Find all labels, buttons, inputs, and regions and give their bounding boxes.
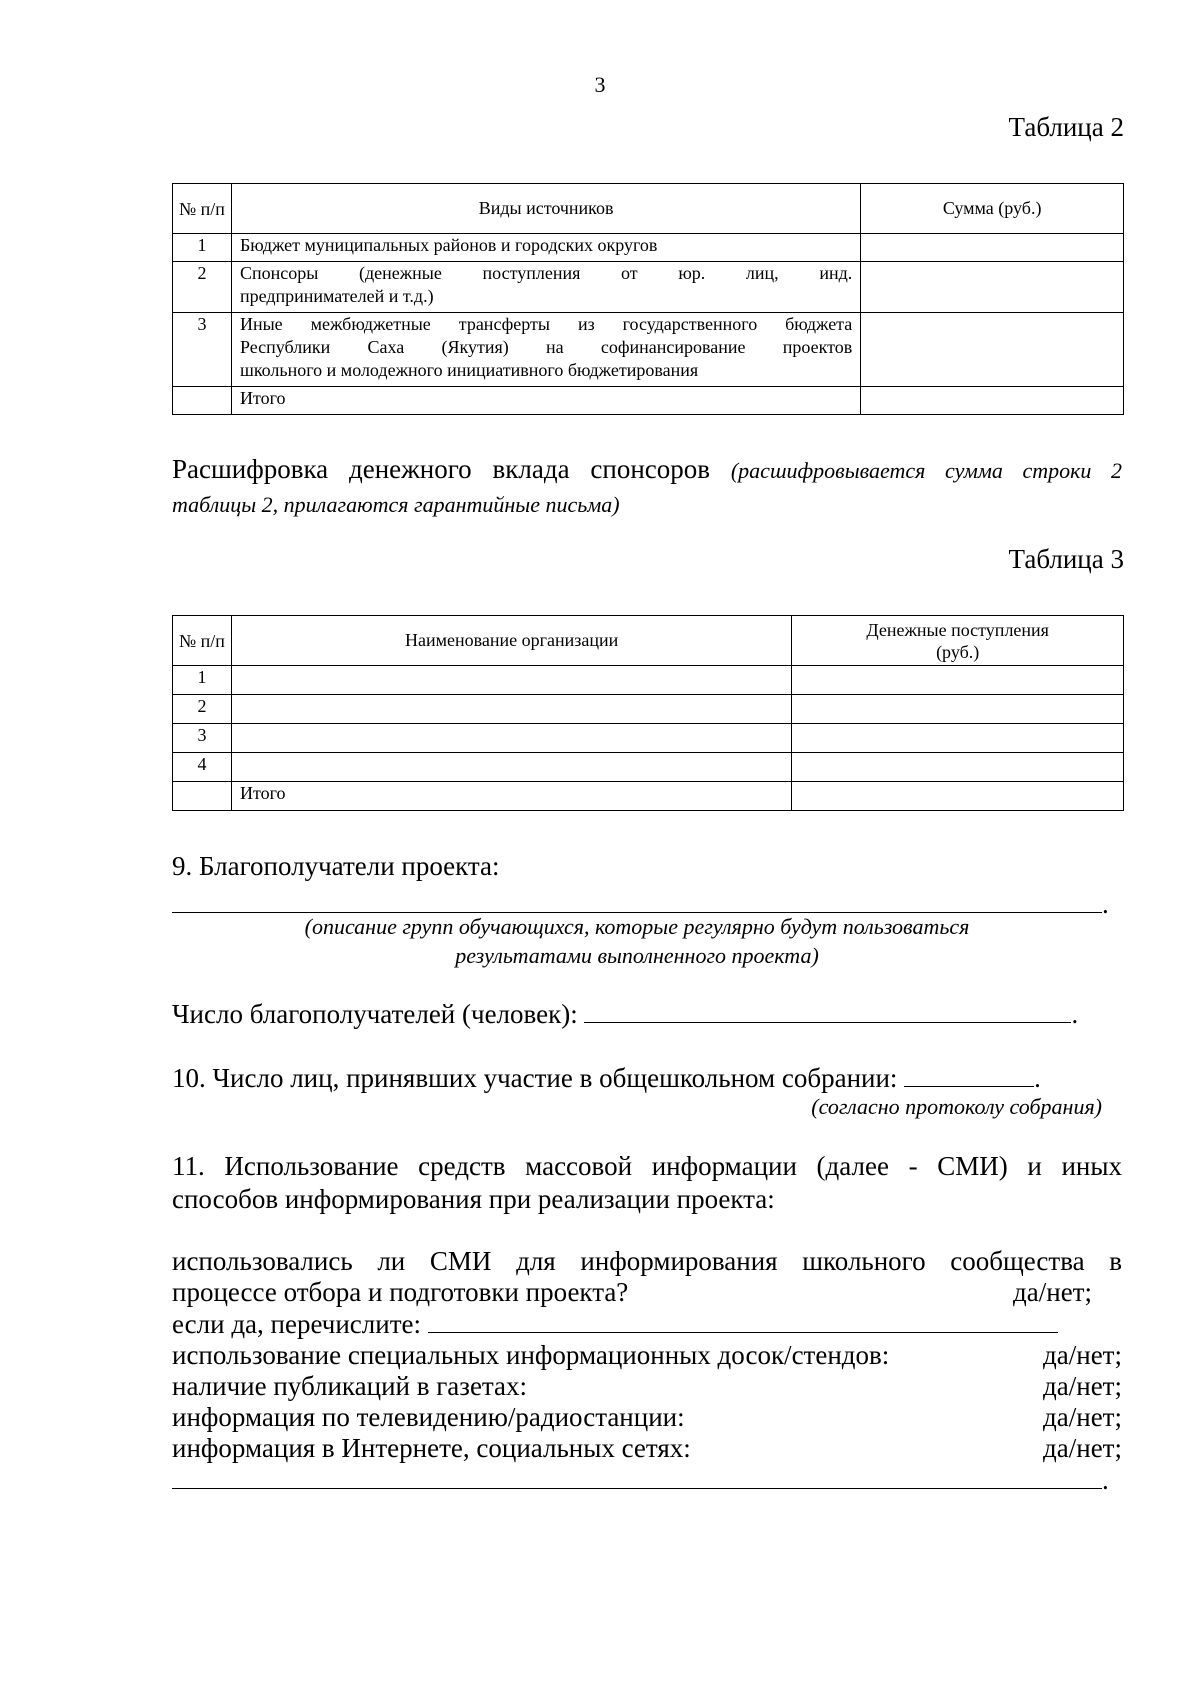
money-cell: [792, 753, 1124, 782]
table3-header-num: № п/п: [173, 616, 232, 666]
table2-header-source: Виды источников: [231, 184, 860, 234]
list-item: [172, 1371, 1122, 1402]
money-header-line: Денежные поступления: [866, 619, 1049, 640]
money-cell: [792, 695, 1124, 724]
sum-cell: [861, 313, 1124, 387]
section11-title: [172, 1150, 1122, 1216]
section10-label: 10. Число лиц, принявших участие в общешкольном собрании:: [172, 1063, 898, 1093]
table3-header-row: [173, 616, 1124, 666]
money-cell: [792, 724, 1124, 753]
final-answer-line: [172, 1464, 1122, 1496]
table3: [172, 615, 1124, 811]
sponsors-heading: Расшифровка денежного вклада спонсоров: [172, 454, 711, 484]
org-cell: [231, 695, 791, 724]
sum-cell: [861, 387, 1124, 415]
section10: [172, 1060, 1122, 1095]
row-number: 3: [173, 724, 232, 753]
hint-line: (описание групп обучающихся, которые регулярно будут пользоваться: [304, 914, 970, 939]
table-row: [173, 234, 1124, 262]
table-row: [173, 313, 1124, 387]
yes-no-answer: да/нет;: [1043, 1402, 1122, 1432]
table-row: [173, 387, 1124, 415]
row-total-label: Итого: [231, 782, 791, 811]
row-text: [231, 262, 860, 313]
final-blank: [172, 1464, 1102, 1489]
hint-line: результатами выполненного проекта): [455, 943, 819, 968]
row-text-line: предпринимателей и т.д.): [239, 286, 434, 306]
row-number: 4: [173, 753, 232, 782]
row-text: Бюджет муниципальных районов и городских округов: [231, 234, 860, 262]
list-item: [172, 1402, 1122, 1433]
yes-no-answer: да/нет;: [1043, 1433, 1122, 1463]
yes-no-answer: да/нет;: [1013, 1277, 1092, 1307]
if-yes-line: [172, 1308, 1122, 1340]
table3-header-org: Наименование организации: [231, 616, 791, 666]
table-row: [173, 753, 1124, 782]
section9-hint: [172, 912, 1102, 970]
question-line: использовались ли СМИ для информирования школьного сообщества в: [172, 1246, 1122, 1276]
table-row: [173, 782, 1124, 811]
table-row: [173, 724, 1124, 753]
row-total-label: Итого: [231, 387, 860, 415]
list-item: [172, 1340, 1122, 1371]
row-number: 1: [173, 666, 232, 695]
item-label: информация в Интернете, социальных сетях:: [172, 1433, 691, 1463]
table2-header-sum: Сумма (руб.): [861, 184, 1124, 234]
row-number: 1: [173, 234, 232, 262]
section11-title-line: способов информирования при реализации проекта:: [172, 1184, 775, 1214]
sum-cell: [861, 262, 1124, 313]
participants-blank: [904, 1060, 1034, 1087]
table2-header-num: № п/п: [173, 184, 232, 234]
question-text: процессе отбора и подготовки проекта?: [172, 1277, 629, 1307]
period: .: [1034, 1063, 1041, 1093]
yes-no-answer: да/нет;: [1043, 1371, 1122, 1401]
question-line: [172, 1277, 1092, 1308]
row-number: 2: [173, 695, 232, 724]
money-header-line: (руб.): [936, 641, 980, 662]
item-label: наличие публикаций в газетах:: [172, 1371, 528, 1401]
list-item: [172, 1433, 1122, 1464]
sum-cell: [861, 234, 1124, 262]
money-cell: [792, 666, 1124, 695]
row-text-line: Республики Саха (Якутия) на софинансирование проектов: [239, 337, 853, 357]
table2: [172, 183, 1124, 415]
if-yes-blank: [428, 1308, 1058, 1333]
beneficiaries-blank: [172, 886, 1102, 913]
section11-title-line: 11. Использование средств массовой информации (далее - СМИ) и иных: [172, 1151, 1122, 1181]
table-row: [173, 262, 1124, 313]
row-text-line: Иные межбюджетные трансферты из государственного бюджета: [239, 314, 853, 334]
yes-no-answer: да/нет;: [1043, 1340, 1122, 1370]
row-text: [231, 313, 860, 387]
period: .: [1071, 999, 1079, 1029]
org-cell: [231, 724, 791, 753]
beneficiaries-count-label: Число благополучателей (человек):: [172, 999, 578, 1029]
table-row: [173, 666, 1124, 695]
table2-caption: Таблица 2: [1008, 112, 1124, 142]
table2-header-row: [173, 184, 1124, 234]
section11-questions: [172, 1246, 1122, 1496]
period: .: [1102, 889, 1109, 919]
org-cell: [231, 666, 791, 695]
row-number: 3: [173, 313, 232, 387]
table3-caption: Таблица 3: [1008, 544, 1124, 574]
table-row: [173, 695, 1124, 724]
row-number: [173, 782, 232, 811]
period: .: [1102, 1465, 1109, 1495]
sponsors-note-line2: таблицы 2, прилагаются гарантийные письма): [172, 492, 620, 517]
item-label: информация по телевидению/радиостанции:: [172, 1402, 685, 1432]
item-label: использование специальных информационных досок/стендов:: [172, 1340, 890, 1370]
page-number: 3: [594, 72, 606, 97]
beneficiaries-count-blank: [584, 996, 1071, 1023]
money-cell: [792, 782, 1124, 811]
section9-title: 9. Благополучатели проекта:: [172, 851, 500, 881]
row-text-line: Спонсоры (денежные поступления от юр. лиц, инд.: [239, 263, 853, 283]
row-number: 2: [173, 262, 232, 313]
if-yes-label: если да, перечислите:: [172, 1309, 421, 1339]
section10-hint: (согласно протоколу собрания): [811, 1094, 1102, 1119]
org-cell: [231, 753, 791, 782]
row-number: [173, 387, 232, 415]
table3-header-money: [792, 616, 1124, 666]
beneficiaries-count: [172, 996, 1122, 1031]
row-text-line: школьного и молодежного инициативного бюджетирования: [239, 360, 699, 380]
sponsors-note: (расшифровывается сумма строки 2: [730, 458, 1123, 483]
sponsors-heading-block: [172, 452, 1122, 522]
